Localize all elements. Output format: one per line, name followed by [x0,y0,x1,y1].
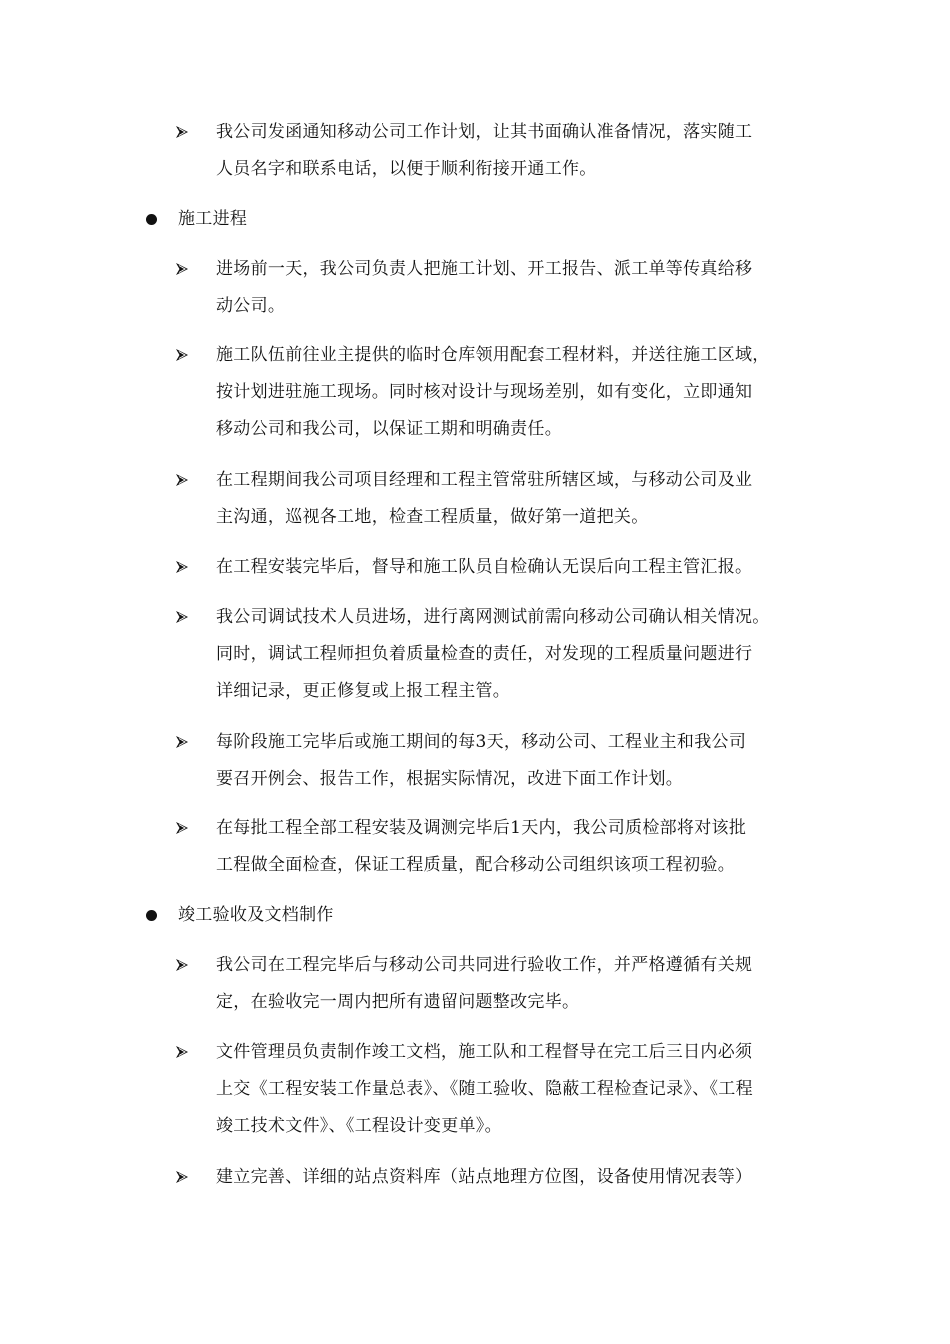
arrowhead-bullet-icon [174,124,190,140]
arrowhead-bullet-icon [174,1169,190,1185]
text-line: 我公司发函通知移动公司工作计划，让其书面确认准备情况，落实随工 [216,122,753,142]
text-line: 按计划进驻施工现场。同时核对设计与现场差别，如有变化，立即通知 [216,382,753,402]
text-line: 上交《工程安装工作量总表》、《随工验收、隐蔽工程检查记录》、《工程 [216,1079,753,1099]
section-title: 竣工验收及文档制作 [178,905,334,925]
text-line: 竣工技术文件》、《工程设计变更单》。 [216,1116,502,1136]
section-title: 施工进程 [178,209,248,229]
text-line: 在每批工程全部工程安装及调测完毕后1天内，我公司质检部将对该批 [216,818,747,838]
arrowhead-bullet-icon [174,261,190,277]
text-line: 每阶段施工完毕后或施工期间的每3天，移动公司、工程业主和我公司 [216,732,747,752]
bullet-text [216,117,836,191]
text-line: 主沟通，巡视各工地，检查工程质量，做好第一道把关。 [216,507,649,527]
text-line: 建立完善、详细的站点资料库（站点地理方位图，设备使用情况表等） [216,1167,753,1187]
text-line: 在工程安装完毕后，督导和施工队员自检确认无误后向工程主管汇报。 [216,557,753,577]
arrowhead-bullet-icon [174,1044,190,1060]
arrowhead-bullet-icon [174,559,190,575]
filled-circle-bullet-icon [146,910,157,921]
text-line: 我公司在工程完毕后与移动公司共同进行验收工作，并严格遵循有关规 [216,955,753,975]
arrowhead-bullet-icon [174,734,190,750]
bullet-text [216,552,836,589]
text-line: 详细记录，更正修复或上报工程主管。 [216,681,511,701]
text-line: 进场前一天，我公司负责人把施工计划、开工报告、派工单等传真给移 [216,259,753,279]
text-line: 动公司。 [216,296,286,316]
bullet-text [216,813,836,887]
bullet-text [216,1037,836,1148]
arrowhead-bullet-icon [174,472,190,488]
arrowhead-bullet-icon [174,347,190,363]
text-line: 施工队伍前往业主提供的临时仓库领用配套工程材料，并送往施工区域， [216,345,770,365]
bullet-text [216,950,836,1024]
text-line: 移动公司和我公司，以保证工期和明确责任。 [216,419,562,439]
bullet-text [216,465,836,539]
text-line: 人员名字和联系电话，以便于顺利衔接开通工作。 [216,159,597,179]
bullet-text [216,254,836,328]
arrowhead-bullet-icon [174,609,190,625]
bullet-text [216,727,836,801]
text-line: 我公司调试技术人员进场，进行离网测试前需向移动公司确认相关情况。 [216,607,770,627]
bullet-text [216,602,836,713]
text-line: 工程做全面检查，保证工程质量，配合移动公司组织该项工程初验。 [216,855,735,875]
bullet-text [216,1162,836,1199]
text-line: 要召开例会、报告工作，根据实际情况，改进下面工作计划。 [216,769,684,789]
filled-circle-bullet-icon [146,214,157,225]
text-line: 同时，调试工程师担负着质量检查的责任，对发现的工程质量问题进行 [216,644,753,664]
arrowhead-bullet-icon [174,957,190,973]
text-line: 文件管理员负责制作竣工文档，施工队和工程督导在完工后三日内必须 [216,1042,753,1062]
arrowhead-bullet-icon [174,820,190,836]
text-line: 定，在验收完一周内把所有遗留问题整改完毕。 [216,992,580,1012]
text-line: 在工程期间我公司项目经理和工程主管常驻所辖区域，与移动公司及业 [216,470,753,490]
bullet-text [216,340,836,451]
